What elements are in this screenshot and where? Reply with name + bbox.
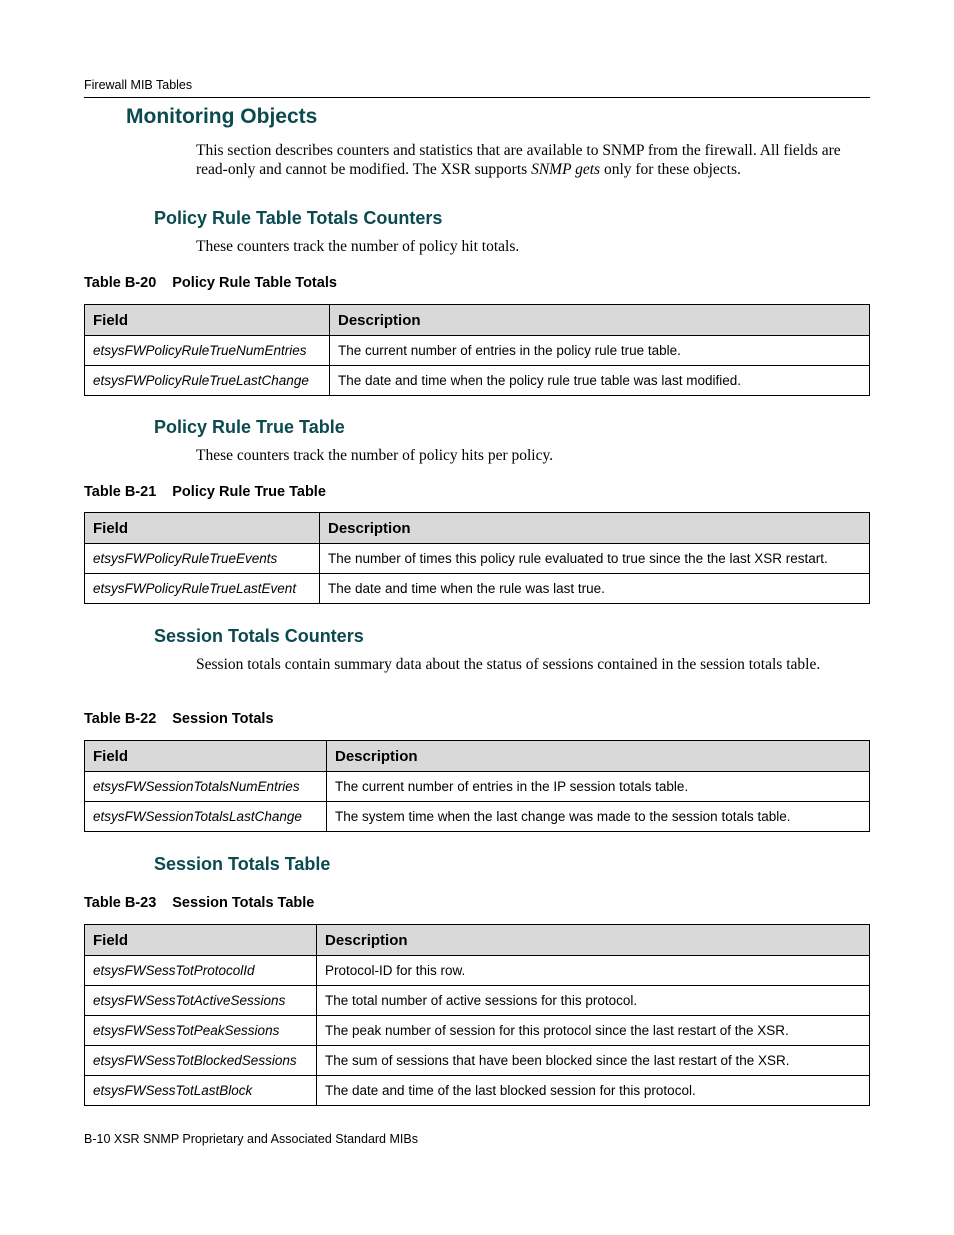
table-row — [85, 772, 870, 802]
column-header-field: Field — [85, 305, 330, 336]
column-header-field: Field — [85, 741, 327, 772]
paragraph-session-totals-counters: Session totals contain summary data about the status of sessions contained in the session totals table. — [196, 656, 821, 673]
table-b21 — [84, 512, 870, 604]
heading-session-totals-counters: Session Totals Counters — [154, 626, 364, 646]
field-cell: etsysFWPolicyRuleTrueNumEntries — [85, 336, 330, 366]
intro-text-before: This section describes counters and statistics that are available to SNMP from the firewall. All fields are read-only and cannot be modified. The XSR supports — [196, 142, 841, 178]
table-row — [85, 544, 870, 574]
table-header-row — [85, 925, 870, 956]
table-row — [85, 1016, 870, 1046]
table-header-row — [85, 741, 870, 772]
table-b23 — [84, 924, 870, 1106]
description-cell: The peak number of session for this protocol since the last restart of the XSR. — [317, 1016, 870, 1046]
description-cell: The number of times this policy rule evaluated to true since the the last XSR restart. — [320, 544, 870, 574]
table-title: Policy Rule Table Totals — [172, 275, 337, 291]
table-number: Table B-20 — [84, 275, 157, 291]
field-cell: etsysFWSessTotPeakSessions — [85, 1016, 317, 1046]
header-rule — [84, 97, 870, 98]
table-header-row — [85, 513, 870, 544]
table-b22 — [84, 740, 870, 832]
column-header-description: Description — [320, 513, 870, 544]
table-row — [85, 574, 870, 604]
column-header-description: Description — [317, 925, 870, 956]
description-cell: The current number of entries in the policy rule true table. — [330, 336, 870, 366]
description-cell: Protocol-ID for this row. — [317, 956, 870, 986]
table-title: Session Totals Table — [172, 895, 315, 911]
table-header-row — [85, 305, 870, 336]
table-caption-b23 — [84, 895, 314, 911]
description-cell: The sum of sessions that have been blocked since the last restart of the XSR. — [317, 1046, 870, 1076]
heading-policy-rule-true-table: Policy Rule True Table — [154, 417, 345, 437]
description-cell: The date and time when the policy rule true table was last modified. — [330, 366, 870, 396]
page-footer: B-10 XSR SNMP Proprietary and Associated Standard MIBs — [84, 1132, 418, 1146]
paragraph-policy-rule-true-table: These counters track the number of policy hits per policy. — [196, 447, 554, 464]
heading-policy-rule-table-totals-counters: Policy Rule Table Totals Counters — [154, 208, 443, 228]
column-header-description: Description — [330, 305, 870, 336]
table-row — [85, 956, 870, 986]
intro-emphasis: SNMP gets — [531, 161, 601, 178]
table-row — [85, 802, 870, 832]
field-cell: etsysFWSessTotActiveSessions — [85, 986, 317, 1016]
field-cell: etsysFWSessTotProtocolId — [85, 956, 317, 986]
column-header-description: Description — [327, 741, 870, 772]
table-caption-b21 — [84, 484, 326, 500]
description-cell: The total number of active sessions for this protocol. — [317, 986, 870, 1016]
table-row — [85, 1076, 870, 1106]
description-cell: The date and time when the rule was last true. — [320, 574, 870, 604]
table-row — [85, 1046, 870, 1076]
section-title: Monitoring Objects — [126, 105, 318, 128]
field-cell: etsysFWSessTotBlockedSessions — [85, 1046, 317, 1076]
table-title: Policy Rule True Table — [172, 484, 326, 500]
intro-text-after: only for these objects. — [600, 161, 741, 178]
field-cell: etsysFWSessionTotalsNumEntries — [85, 772, 327, 802]
table-caption-b22 — [84, 711, 274, 727]
field-cell: etsysFWSessTotLastBlock — [85, 1076, 317, 1106]
field-cell: etsysFWPolicyRuleTrueLastEvent — [85, 574, 320, 604]
table-row — [85, 336, 870, 366]
description-cell: The date and time of the last blocked session for this protocol. — [317, 1076, 870, 1106]
table-number: Table B-23 — [84, 895, 157, 911]
table-title: Session Totals — [172, 711, 274, 727]
table-b20 — [84, 304, 870, 396]
table-row — [85, 986, 870, 1016]
field-cell: etsysFWSessionTotalsLastChange — [85, 802, 327, 832]
field-cell: etsysFWPolicyRuleTrueEvents — [85, 544, 320, 574]
description-cell: The system time when the last change was made to the session totals table. — [327, 802, 870, 832]
table-caption-b20 — [84, 275, 337, 291]
table-row — [85, 366, 870, 396]
column-header-field: Field — [85, 513, 320, 544]
running-head: Firewall MIB Tables — [84, 78, 193, 92]
column-header-field: Field — [85, 925, 317, 956]
table-number: Table B-22 — [84, 711, 157, 727]
table-number: Table B-21 — [84, 484, 157, 500]
intro-paragraph — [196, 141, 866, 179]
description-cell: The current number of entries in the IP session totals table. — [327, 772, 870, 802]
paragraph-policy-rule-table-totals-counters: These counters track the number of policy hit totals. — [196, 238, 520, 255]
field-cell: etsysFWPolicyRuleTrueLastChange — [85, 366, 330, 396]
heading-session-totals-table: Session Totals Table — [154, 854, 331, 874]
